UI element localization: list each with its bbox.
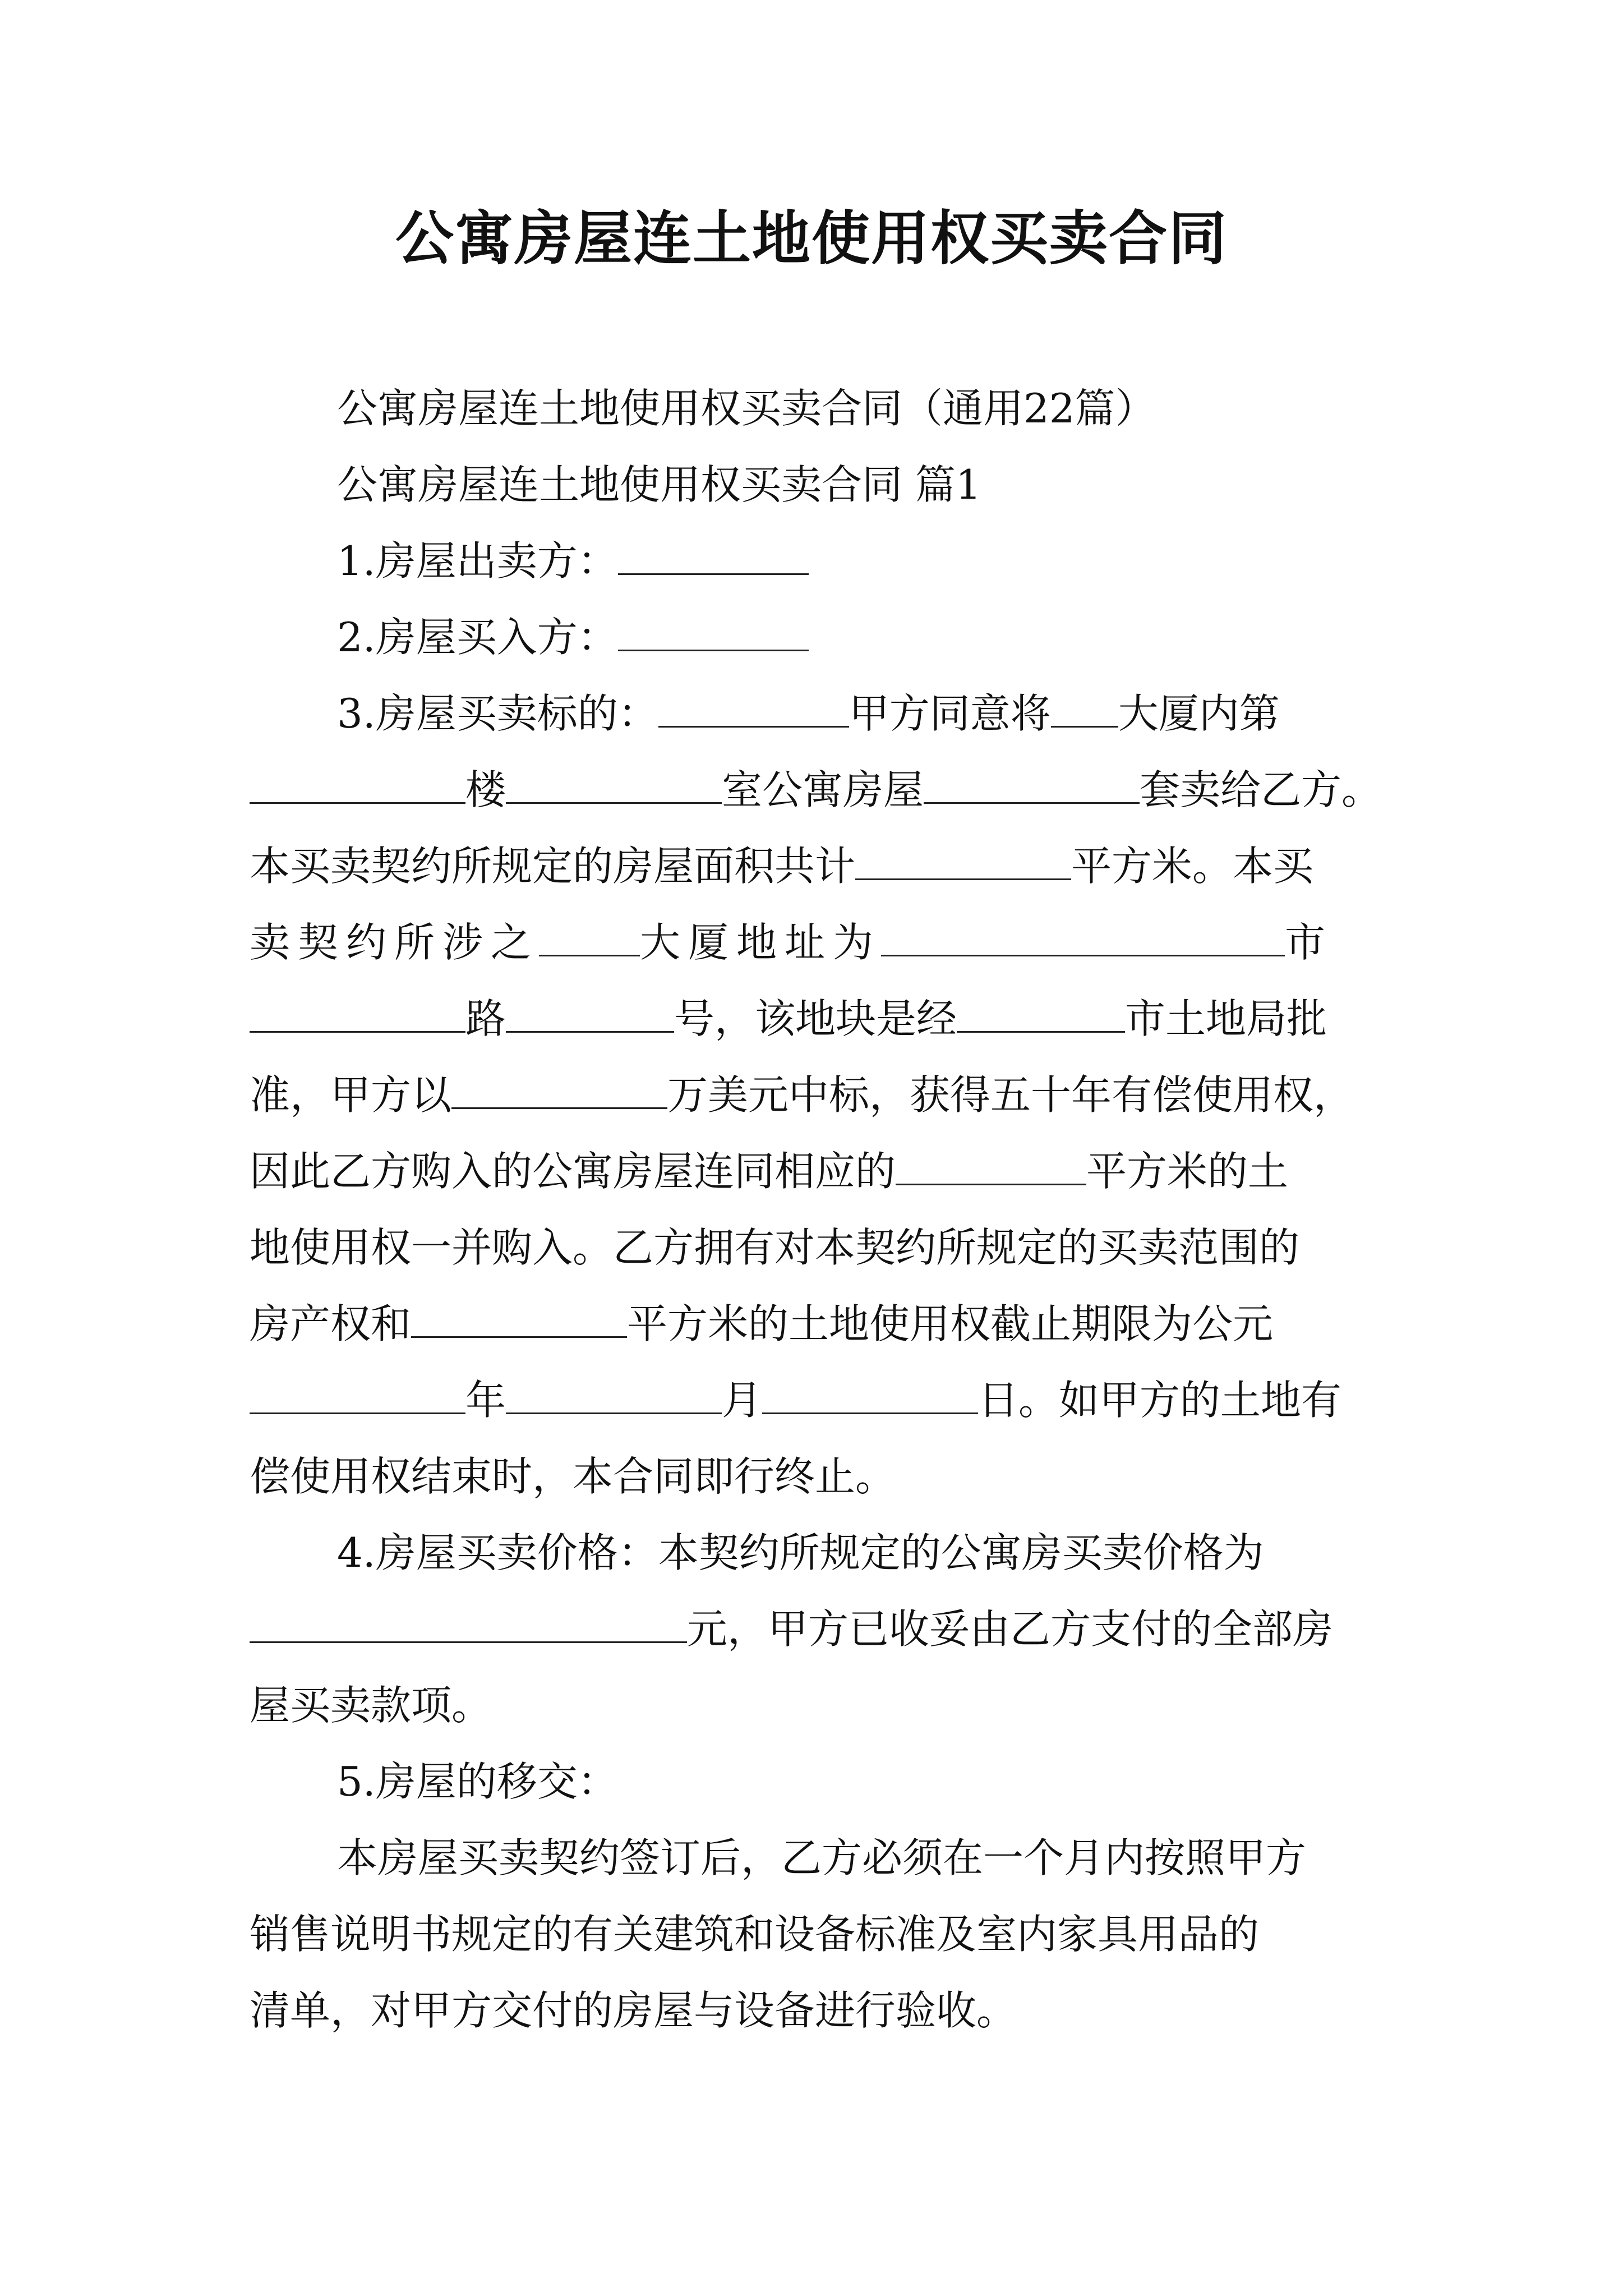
day-blank [762, 1370, 978, 1414]
subject-line-4 [250, 904, 1388, 981]
city-bureau-blank [957, 988, 1125, 1033]
document-title: 公寓房屋连土地使用权买卖合同 [395, 204, 1228, 273]
clause-subject [250, 675, 1388, 752]
road-label: 路 [465, 995, 506, 1042]
subject-text-2: 大厦内第 [1118, 690, 1280, 737]
subject-line-2 [250, 752, 1388, 828]
price-line-3: 屋买卖款项。 [250, 1682, 492, 1729]
room-blank [506, 760, 722, 804]
subject-line-6 [250, 1057, 1388, 1133]
room-label: 室公寓房屋 [722, 766, 924, 813]
subject-line-7 [250, 1133, 1388, 1209]
road-blank [250, 988, 465, 1033]
land-area-unit: 平方米的土 [1086, 1148, 1289, 1195]
clause-price: 4.房屋买卖价格：本契约所规定的公寓房买卖价格为 [337, 1529, 1264, 1576]
buyer-blank [618, 607, 809, 651]
clause-buyer [250, 599, 1388, 675]
number-blank [506, 988, 674, 1033]
subject-blank [658, 683, 849, 728]
subject-line-9 [250, 1286, 1388, 1362]
floor-label: 楼 [465, 766, 506, 813]
number-label: 号，该地块是经 [674, 995, 957, 1042]
building-blank [1051, 683, 1118, 728]
bid-label: 准，甲方以 [250, 1071, 452, 1119]
term-label: 平方米的土地使用权截止期限为公元 [627, 1300, 1274, 1347]
seller-blank [618, 531, 809, 575]
price-line-2 [250, 1591, 1388, 1667]
subject-text-1: 甲方同意将 [849, 690, 1051, 737]
floor-blank [250, 760, 465, 804]
land-area-label: 因此乙方购入的公寓房屋连同相应的 [250, 1148, 896, 1195]
document-subtitle: 公寓房屋连土地使用权买卖合同（通用22篇） [337, 385, 1156, 432]
address-label: 大厦地址为 [640, 919, 882, 966]
bureau-label: 市土地局批 [1125, 995, 1327, 1042]
property-right-label: 房产权和 [250, 1300, 412, 1347]
units-label: 套卖给乙方。 [1140, 766, 1382, 813]
subject-line-8: 地使用权一并购入。乙方拥有对本契约所规定的买卖范围的 [250, 1224, 1300, 1271]
handover-paragraph-1: 本房屋买卖契约签订后，乙方必须在一个月内按照甲方 [337, 1834, 1307, 1881]
section-heading: 公寓房屋连土地使用权买卖合同 篇1 [337, 461, 981, 508]
subject-line-5 [250, 981, 1388, 1057]
document-body [250, 370, 1388, 2049]
units-blank [924, 760, 1140, 804]
price-blank [250, 1599, 687, 1643]
land-area-blank [896, 1141, 1086, 1185]
property-area-blank [411, 1294, 627, 1338]
handover-paragraph-3: 清单，对甲方交付的房屋与设备进行验收。 [250, 1987, 1017, 2034]
area-label: 本买卖契约所规定的房屋面积共计 [250, 843, 856, 890]
building-ref-label: 卖契约所涉之 [250, 919, 540, 966]
bid-text: 万美元中标，获得五十年有偿使用权， [667, 1071, 1354, 1119]
handover-paragraph-2: 销售说明书规定的有关建筑和设备标准及室内家具用品的 [250, 1911, 1260, 1958]
buyer-label: 2.房屋买入方： [337, 614, 618, 661]
month-label: 月 [722, 1377, 763, 1424]
clause-handover: 5.房屋的移交： [337, 1758, 618, 1805]
day-label: 日。如甲方的土地有 [978, 1377, 1342, 1424]
bid-blank [451, 1065, 667, 1109]
area-unit: 平方米。本买 [1071, 843, 1314, 890]
area-blank [855, 836, 1071, 880]
subject-label: 3.房屋买卖标的： [337, 690, 658, 737]
year-blank [250, 1370, 465, 1414]
address-blank [881, 912, 1285, 956]
month-blank [506, 1370, 722, 1414]
clause-seller [250, 523, 1388, 599]
building-name-blank [539, 912, 640, 956]
city-label: 市 [1285, 919, 1334, 966]
seller-label: 1.房屋出卖方： [337, 537, 618, 585]
subject-line-3 [250, 828, 1388, 904]
subject-line-11: 偿使用权结束时，本合同即行终止。 [250, 1453, 896, 1500]
subject-line-10 [250, 1362, 1388, 1438]
year-label: 年 [465, 1377, 506, 1424]
price-text: 元，甲方已收妥由乙方支付的全部房 [687, 1605, 1334, 1653]
